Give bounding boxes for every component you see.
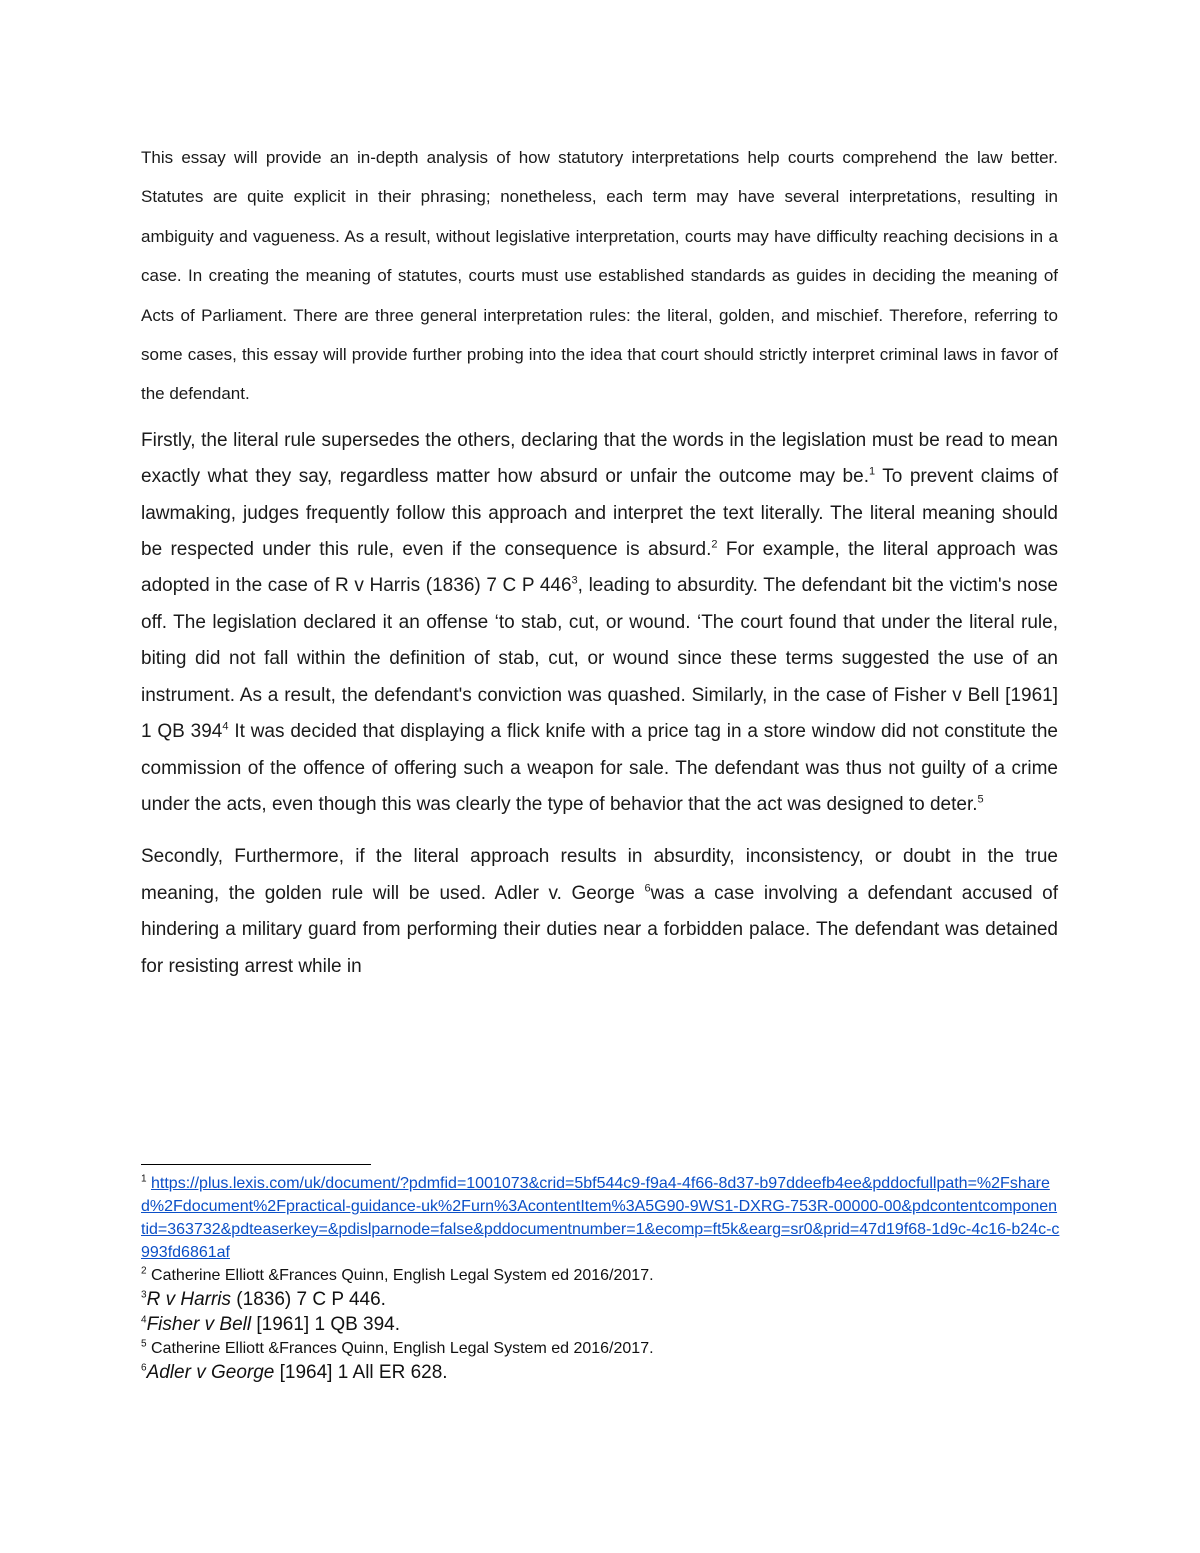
footnote-number: 2 <box>141 1265 147 1277</box>
golden-rule-paragraph <box>141 839 1058 985</box>
paragraph-text: It was decided that displaying a flick knife with a price tag in a store window did not constitute the commission of the offence of offering such a weapon for sale. The defendant was thus not guilty of a crime under the acts, even though this was clearly the type of behavior that the act was designed to deter. <box>141 721 1058 815</box>
case-citation: (1836) 7 C P 446. <box>231 1289 386 1310</box>
footnote-separator <box>141 1164 371 1165</box>
case-citation: [1964] 1 All ER 628. <box>274 1362 448 1383</box>
footnote-number: 1 <box>141 1173 147 1185</box>
footnote-4 <box>141 1312 1061 1337</box>
footnotes <box>141 1172 1061 1385</box>
footnote-ref[interactable]: 4 <box>222 720 229 733</box>
literal-rule-paragraph <box>141 423 1058 823</box>
footnote-link[interactable]: https://plus.lexis.com/uk/document/?pdmfid=1001073&crid=5bf544c9-f9a4-4f66-8d37-b97ddeefb4ee&pddocfullpath=%2Fshared%2Fdocument%2Fpractical-guidance-uk%2Furn%3AcontentItem%3A5G90-9WS1-DXRG-753R-00000-00&pdcontentcomponentid=363732&pdteaserkey=&pdislparnode=false&pddocumentnumber=1&ecomp=ft5k&earg=sr0&prid=47d19f68-1d9c-4c16-b24c-c993fd6861af <box>141 1175 1060 1261</box>
paragraph-text: Firstly, the literal rule supersedes the others, declaring that the words in the legislation must be read to mean exactly what they say, regardless matter how absurd or unfair the outcome may be. <box>141 429 1058 488</box>
case-citation: [1961] 1 QB 394. <box>251 1314 401 1335</box>
footnote-text: Catherine Elliott &Frances Quinn, English Legal System ed 2016/2017. <box>151 1267 654 1284</box>
footnote-number: 5 <box>141 1338 147 1350</box>
footnote-ref[interactable]: 5 <box>977 793 984 806</box>
footnote-number: 6 <box>141 1362 147 1374</box>
footnote-number: 4 <box>141 1314 147 1326</box>
footnote-number: 3 <box>141 1289 147 1301</box>
footnote-ref[interactable]: 3 <box>571 575 578 588</box>
case-name: Adler v George <box>146 1362 275 1383</box>
footnote-ref[interactable]: 1 <box>868 465 876 478</box>
footnote-5 <box>141 1337 1061 1360</box>
intro-paragraph <box>141 138 1058 414</box>
case-name: R v Harris <box>146 1289 232 1310</box>
paragraph-text: Secondly, Furthermore, if the literal approach results in absurdity, inconsistency, or doubt in the true meaning, the golden rule will be used. Adler v. George <box>141 846 1058 904</box>
footnote-ref[interactable]: 6 <box>644 882 651 895</box>
essay-body <box>141 138 1058 985</box>
footnote-3 <box>141 1287 1061 1312</box>
footnote-text: Catherine Elliott &Frances Quinn, English Legal System ed 2016/2017. <box>151 1340 654 1357</box>
paragraph-text: For example, the literal approach was adopted in the case of R v Harris (1836) 7 C P 446 <box>141 539 1058 597</box>
footnote-6 <box>141 1360 1061 1385</box>
case-name: Fisher v Bell <box>146 1314 252 1335</box>
footnote-ref[interactable]: 2 <box>711 538 718 551</box>
paragraph-text: was a case involving a defendant accused of hindering a military guard from performing their duties near a forbidden palace. The defendant was detained for resisting arrest while in <box>141 882 1058 977</box>
footnote-1 <box>141 1172 1061 1264</box>
footnote-2 <box>141 1264 1061 1287</box>
paragraph-text: , leading to absurdity. The defendant bit the victim's nose off. The legislation declared it an offense ‘to stab, cut, or wound. ‘The court found that under the literal rule, biting did not fall within the definition of stab, cut, or wound since these terms suggested the use of an instrument. As a result, the defendant's conviction was quashed. Similarly, in the case of Fisher v Bell [1961] 1 QB 394 <box>141 575 1058 743</box>
intro-text: This essay will provide an in-depth analysis of how statutory interpretations help courts comprehend the law better. Statutes are quite explicit in their phrasing; nonetheless, each term may have several interpretations, resulting in ambiguity and vagueness. As a result, without legislative interpretation, courts may have difficulty reaching decisions in a case. In creating the meaning of statutes, courts must use established standards as guides in deciding the meaning of Acts of Parliament. There are three general interpretation rules: the literal, golden, and mischief. Therefore, referring to some cases, this essay will provide further probing into the idea that court should strictly interpret criminal laws in favor of the defendant. <box>141 148 1058 404</box>
paragraph-text: To prevent claims of lawmaking, judges frequently follow this approach and interpret the text literally. The literal meaning should be respected under this rule, even if the consequence is absurd. <box>141 466 1058 561</box>
